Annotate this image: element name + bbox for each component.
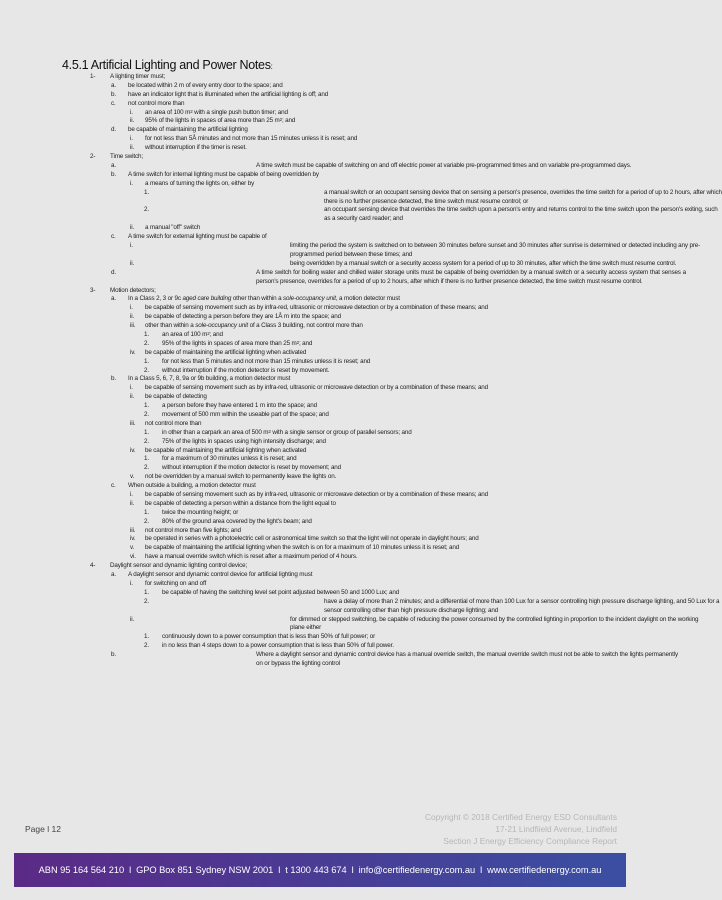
list-marker: i. bbox=[130, 384, 133, 392]
list-item bbox=[0, 73, 638, 82]
list-item bbox=[0, 384, 638, 393]
list-marker: 2. bbox=[144, 642, 149, 650]
list-marker: ii. bbox=[130, 224, 135, 232]
list-item bbox=[0, 580, 638, 589]
list-item-text: A time switch for internal lighting must be capable of being overridden by bbox=[128, 170, 319, 178]
list-marker: ii. bbox=[130, 615, 135, 623]
list-item-text: be capable of maintaining the artificial lighting when activated bbox=[145, 348, 307, 356]
list-item-text: 95% of the lights in spaces of area more than 25 $m^2$; and bbox=[145, 117, 296, 125]
list-marker: 1. bbox=[144, 330, 149, 338]
footer-separator: l bbox=[480, 865, 483, 875]
list-item-text: without interruption if the timer is reset. bbox=[145, 144, 247, 152]
list-marker: 2. bbox=[144, 464, 149, 472]
list-marker: vi. bbox=[130, 553, 136, 561]
list-item-text: be capable of maintaining the artificial lighting when the switch is on for a maximum of 10 minutes unless it is reset; and bbox=[145, 544, 460, 552]
list-marker: ii. bbox=[130, 144, 135, 152]
list-item bbox=[0, 509, 638, 518]
list-item bbox=[0, 411, 638, 420]
list-marker: 1. bbox=[144, 455, 149, 463]
list-marker: 2. bbox=[144, 206, 149, 214]
list-marker: 2. bbox=[144, 597, 149, 605]
list-item-text: Where a daylight sensor and dynamic control device has a manual override switch, the manual override switch must not be able to switch the lights permanently on or bypass the lighting control bbox=[256, 651, 679, 668]
list-marker: 2. bbox=[144, 517, 149, 525]
list-item bbox=[0, 393, 638, 402]
list-item-text: an area of 100 $m^2$ with a single push button timer; and bbox=[145, 108, 288, 116]
list-item bbox=[0, 544, 638, 553]
list-marker: ii. bbox=[130, 313, 135, 321]
list-item-text: not control more than five lights; and bbox=[145, 526, 241, 534]
list-item bbox=[0, 126, 638, 135]
list-item bbox=[0, 518, 638, 527]
list-marker: b. bbox=[111, 651, 116, 659]
list-marker: iv. bbox=[130, 446, 136, 454]
list-marker: 1. bbox=[144, 508, 149, 516]
list-marker: d. bbox=[111, 268, 116, 276]
list-item-text: Time switch; bbox=[110, 153, 143, 161]
list-marker: b. bbox=[111, 90, 116, 98]
list-marker: 1. bbox=[144, 588, 149, 596]
list-item-text: without interruption if the motion detector is reset by movement. bbox=[162, 366, 330, 374]
list-marker: 1- bbox=[90, 73, 96, 80]
list-marker: iii. bbox=[130, 526, 136, 534]
list-item-text: being overridden by a manual switch or a security access system for a period of up to 30 minutes, after which the time switch must resume control. bbox=[290, 259, 677, 267]
list-item bbox=[0, 642, 638, 651]
list-marker: i. bbox=[130, 179, 133, 187]
list-marker: 2. bbox=[144, 411, 149, 418]
list-item bbox=[0, 331, 638, 340]
list-item bbox=[0, 349, 638, 358]
list-item bbox=[0, 295, 638, 304]
list-marker: iii. bbox=[130, 419, 136, 427]
list-item bbox=[0, 135, 638, 144]
list-item-text: have a manual override switch which is reset after a maximum period of 4 hours. bbox=[145, 553, 358, 561]
list-item bbox=[0, 375, 638, 384]
list-item bbox=[0, 233, 638, 242]
list-item bbox=[0, 206, 718, 224]
list-item-text: be capable of sensing movement such as by infra-red, ultrasonic or microwave detection or by a combination of these means; and bbox=[145, 491, 489, 499]
list-item bbox=[0, 367, 638, 376]
list-marker: ii. bbox=[130, 259, 135, 267]
list-marker: v. bbox=[130, 544, 135, 552]
list-item bbox=[0, 455, 638, 464]
list-item-text: A time switch must be capable of switching on and off electric power at variable pre-programmed times and on variable pre-programmed days. bbox=[256, 161, 632, 169]
list-marker: 2- bbox=[90, 153, 96, 161]
list-marker: v. bbox=[130, 473, 135, 481]
list-item-text: 95% of the lights in spaces of area more than 25 $m^2$; and bbox=[162, 339, 313, 347]
list-marker: d. bbox=[111, 126, 116, 134]
list-item bbox=[0, 188, 722, 207]
list-item-text: other than within a sole-occupancy unit of a Class 3 building, not control more than bbox=[145, 322, 363, 330]
list-item bbox=[0, 340, 638, 349]
report-title-line: Section J Energy Efficiency Compliance Report bbox=[443, 836, 617, 846]
list-item bbox=[0, 553, 638, 562]
list-marker: iv. bbox=[130, 348, 136, 356]
list-item-text: without interruption if the motion detector is reset by movement; and bbox=[162, 464, 342, 472]
section-heading-title: 4.5.1 Artificial Lighting and Power Notes bbox=[62, 58, 271, 72]
list-item bbox=[0, 242, 701, 260]
list-item bbox=[0, 259, 677, 269]
list-item-text: be capable of detecting a person within a distance from the light equal to bbox=[145, 499, 336, 507]
list-item-text: 75% of the lights in spaces using high intensity discharge; and bbox=[162, 437, 326, 445]
list-item bbox=[0, 109, 638, 118]
list-marker: ii. bbox=[130, 117, 135, 125]
list-marker: i. bbox=[130, 579, 133, 587]
list-marker: 3- bbox=[90, 286, 96, 294]
list-item-text: be operated in series with a photoelectric cell or astronomical time switch so that the light will not operate in daylight hours; and bbox=[145, 535, 479, 543]
copyright-block bbox=[425, 811, 617, 847]
list-marker: 2. bbox=[144, 339, 149, 347]
section-heading bbox=[62, 58, 273, 72]
list-item bbox=[0, 180, 638, 189]
list-item-text: in other than a carpark an area of 500 $m^2$ with a single sensor or group of parallel sensors; and bbox=[162, 428, 412, 436]
list-item bbox=[0, 589, 638, 598]
list-item bbox=[0, 571, 638, 580]
list-item-text: have an indicator light that is illuminated when the artificial lighting is off; and bbox=[128, 90, 329, 98]
footer-separator: l bbox=[278, 865, 281, 875]
footer-postal-address: GPO Box 851 Sydney NSW 2001 bbox=[136, 865, 274, 875]
list-item bbox=[0, 287, 638, 296]
list-item bbox=[0, 358, 638, 367]
list-item-text: a means of turning the lights on, either by bbox=[145, 179, 255, 187]
section-heading-suffix: : bbox=[270, 62, 273, 71]
list-item bbox=[0, 438, 638, 447]
list-marker: c. bbox=[111, 482, 116, 490]
list-item-text: a manual switch or an occupant sensing device that on sensing a person's presence, overrides the time switch for a period of up to 2 hours, after which there is no further presence detected, the time switch must resume control; or bbox=[324, 188, 722, 205]
list-item-text: have a delay of more than 2 minutes; and a differential of more than 100 Lux for a sensor controlling high pressure discharge lighting, and 50 Lux for a sensor controlling other than high pressure discharge lighting; and bbox=[324, 597, 720, 614]
list-item bbox=[0, 153, 638, 162]
list-marker: iv. bbox=[130, 535, 136, 543]
list-item-text: A daylight sensor and dynamic control device for artificial lighting must bbox=[128, 571, 313, 579]
list-marker: c. bbox=[111, 233, 116, 241]
list-marker: b. bbox=[111, 375, 116, 383]
list-item-text: be capable of detecting a person before they are 1Å m into the space; and bbox=[145, 313, 341, 321]
footer-separator: l bbox=[129, 865, 132, 875]
footer-phone: t 1300 443 674 bbox=[285, 865, 347, 875]
footer-website-link[interactable]: www.certifiedenergy.com.au bbox=[487, 865, 602, 875]
list-item-text: be capable of having the switching level set point adjusted between 50 and 1000 Lux; and bbox=[162, 588, 400, 596]
list-item-text: Daylight sensor and dynamic lighting control device; bbox=[110, 562, 248, 570]
list-marker: a. bbox=[111, 161, 116, 169]
list-item-text: not be overridden by a manual switch to permanently leave the lights on. bbox=[145, 473, 337, 481]
list-item bbox=[0, 91, 638, 100]
list-marker: 2. bbox=[144, 366, 149, 374]
list-item-text: be capable of sensing movement such as by infra-red, ultrasonic or microwave detection or by a combination of these means; and bbox=[145, 384, 489, 392]
footer-separator: l bbox=[351, 865, 354, 875]
list-item-text: for not less than 5 minutes and not more than 15 minutes unless it is reset; and bbox=[162, 357, 371, 365]
list-item-text: for dimmed or stepped switching, be capable of reducing the power consumed by the controlled lighting in proportion to the incident daylight on the working plane either bbox=[290, 615, 699, 632]
list-item bbox=[0, 491, 638, 500]
list-item-text: for a maximum of 30 minutes unless it is reset; and bbox=[162, 455, 297, 463]
list-item-text: Motion detectors; bbox=[110, 286, 156, 294]
list-item-text: in no less than 4 steps down to a power consumption that is less than 50% of full power. bbox=[162, 642, 394, 650]
list-item-text: for not less than 5Å minutes and not more than 15 minutes unless it is reset; and bbox=[145, 135, 358, 143]
list-item bbox=[0, 651, 679, 669]
list-item bbox=[0, 535, 638, 544]
notes-list bbox=[0, 73, 722, 669]
list-item bbox=[0, 322, 638, 331]
list-item-text: be capable of sensing movement such as by infra-red, ultrasonic or microwave detection or by a combination of these means; and bbox=[145, 304, 489, 312]
list-marker: 2. bbox=[144, 437, 149, 445]
list-marker: a. bbox=[111, 295, 116, 303]
list-item bbox=[0, 100, 638, 109]
list-item bbox=[0, 402, 638, 411]
list-marker: iii. bbox=[130, 322, 136, 330]
list-item-text: not control more than bbox=[128, 99, 185, 107]
list-marker: i. bbox=[130, 491, 133, 499]
list-item-text: an area of 100 $m^2$; and bbox=[162, 330, 223, 338]
list-item bbox=[0, 500, 638, 509]
list-marker: 1. bbox=[144, 188, 149, 196]
list-marker: i. bbox=[130, 242, 133, 249]
list-item bbox=[0, 313, 638, 322]
list-marker: i. bbox=[130, 108, 133, 116]
list-marker: a. bbox=[111, 81, 116, 89]
list-item bbox=[0, 162, 638, 171]
list-marker: i. bbox=[130, 304, 133, 312]
list-item-text: In a Class 5, 6, 7, 8, 9a or 9b building, a motion detector must bbox=[128, 375, 291, 383]
copyright-line: Copyright © 2018 Certified Energy ESD Consultants bbox=[425, 812, 617, 822]
list-item bbox=[0, 527, 638, 536]
list-marker: a. bbox=[111, 571, 116, 579]
list-item-text: for switching on and off bbox=[145, 579, 207, 587]
list-item-text: continuously down to a power consumption that is less than 50% of full power; or bbox=[162, 633, 376, 641]
list-item bbox=[0, 597, 720, 616]
list-item bbox=[0, 420, 638, 429]
list-item bbox=[0, 473, 638, 482]
list-item-text: be capable of detecting bbox=[145, 393, 207, 401]
list-item bbox=[0, 224, 638, 233]
list-marker: 1. bbox=[144, 428, 149, 436]
list-item-text: an occupant sensing device that overrides the time switch upon a person's entry and returns control to the time switch upon the person's exiting, such as a security card reader; and bbox=[324, 206, 718, 223]
list-marker: 1. bbox=[144, 402, 149, 410]
list-item bbox=[0, 615, 699, 634]
address-line: 17-21 Lindfiield Avenue, Lindfield bbox=[495, 824, 617, 834]
list-item-text: A lighting timer must; bbox=[110, 73, 166, 80]
list-marker: 1. bbox=[144, 633, 149, 641]
list-marker: ii. bbox=[130, 499, 135, 507]
list-item bbox=[0, 447, 638, 456]
list-item bbox=[0, 117, 638, 126]
footer-bar bbox=[14, 853, 626, 887]
list-item bbox=[0, 82, 638, 91]
list-marker: b. bbox=[111, 170, 116, 178]
list-item bbox=[0, 562, 638, 571]
list-marker: 1. bbox=[144, 357, 149, 365]
list-item-text: be located within 2 m of every entry door to the space; and bbox=[128, 81, 283, 89]
list-marker: c. bbox=[111, 99, 116, 107]
footer-abn: ABN 95 164 564 210 bbox=[38, 865, 125, 875]
page-number: Page l 12 bbox=[25, 824, 61, 834]
list-item-text: not control more than bbox=[145, 419, 202, 427]
list-item-text: be capable of maintaining the artificial lighting when activated bbox=[145, 446, 307, 454]
list-item bbox=[0, 482, 638, 491]
list-item bbox=[0, 633, 638, 642]
list-item-text: A time switch for external lighting must be capable of bbox=[128, 233, 267, 241]
list-item bbox=[0, 464, 638, 473]
list-item-text: a person before they have entered 1 m into the space; and bbox=[162, 402, 317, 410]
list-marker: 4- bbox=[90, 562, 96, 570]
list-item-text: twice the mounting height; or bbox=[162, 508, 239, 516]
list-marker: ii. bbox=[130, 393, 135, 401]
list-item bbox=[0, 429, 638, 438]
list-item bbox=[0, 268, 686, 287]
list-item bbox=[0, 171, 638, 180]
list-item-text: In a Class 2, 3 or 9c aged care building other than within a sole-occupancy unit, a motion detector must bbox=[128, 295, 400, 303]
list-item-text: be capable of maintaining the artificial lighting bbox=[128, 126, 248, 134]
list-item-text: 80% of the ground area covered by the light's beam; and bbox=[162, 517, 312, 525]
list-item bbox=[0, 144, 638, 153]
list-item-text: limiting the period the system is switched on to between 30 minutes before sunset and 30 minutes after sunrise is determined or detected including any pre-programmed period between these times; and bbox=[290, 242, 701, 258]
list-item-text: a manual "off" switch bbox=[145, 224, 201, 232]
list-item-text: A time switch for boiling water and chilled water storage units must be capable of being overridden by a manual switch or a security access system that senses a person's presence, overrides for a period of up to 2 hours, after which if there is no further presence detected, the time switch must resume control. bbox=[256, 268, 686, 285]
list-item-text: movement of 500 mm within the useable part of the space; and bbox=[162, 411, 329, 418]
list-item-text: When outside a building, a motion detector must bbox=[128, 482, 256, 490]
list-item bbox=[0, 304, 638, 313]
list-marker: i. bbox=[130, 135, 133, 143]
footer-email-link[interactable]: info@certifiedenergy.com.au bbox=[358, 865, 476, 875]
